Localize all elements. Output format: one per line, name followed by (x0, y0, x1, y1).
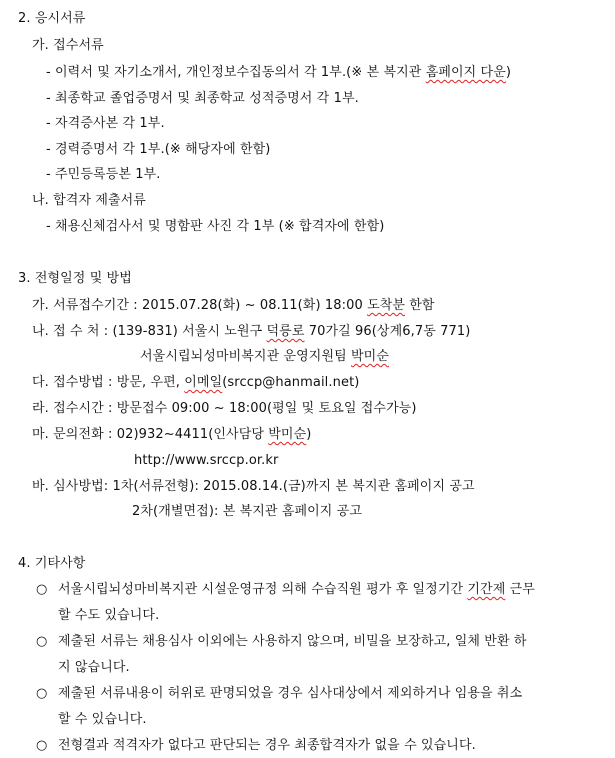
s2-item-1: - 이력서 및 자기소개서, 개인정보수집동의서 각 1부.(※ 본 복지관 홈페이지 다운) (46, 65, 512, 80)
s2-item-5: - 주민등록등본 1부. (46, 167, 161, 182)
s4-line-4: 지 않습니다. (58, 660, 130, 675)
s4-line-6: 할 수 있습니다. (58, 712, 147, 727)
s3-ga: 가. 서류접수기간 : 2015.07.28(화) ~ 08.11(화) 18:00 도착분 한함 (32, 298, 435, 313)
circle-bullet-icon: ○ (36, 686, 48, 701)
s3-ba-line-1: 바. 심사방법: 1차(서류전형): 2015.08.14.(금)까지 본 복지관 홈페이지 공고 (32, 479, 475, 494)
circle-bullet-icon: ○ (36, 582, 48, 597)
section-3-title: 3. 전형일정 및 방법 (18, 271, 132, 286)
s3-da: 다. 접수방법 : 방문, 우편, 이메일(srccp@hanmail.net) (32, 375, 360, 390)
s2-item-2: - 최종학교 졸업증명서 및 최종학교 성적증명서 각 1부. (46, 91, 359, 106)
circle-bullet-icon: ○ (36, 738, 48, 753)
s4-line-5: ○ 제출된 서류내용이 허위로 판명되었을 경우 심사대상에서 제외하거나 임용을 취소 (36, 686, 523, 701)
s3-na-line-2: 서울시립뇌성마비복지관 운영지원팀 박미순 (140, 349, 389, 364)
s4-line-1: ○ 서울시립뇌성마비복지관 시설운영규정 의해 수습직원 평가 후 일정기간 기간제 근무 (36, 582, 535, 597)
s4-line-7: ○ 전형결과 적격자가 없다고 판단되는 경우 최종합격자가 없을 수 있습니다. (36, 738, 476, 753)
s2-ga-label: 가. 접수서류 (32, 38, 104, 53)
circle-bullet-icon: ○ (36, 634, 48, 649)
s2-na-item: - 채용신체검사서 및 명함판 사진 각 1부 (※ 합격자에 한함) (46, 219, 385, 234)
s3-ra: 라. 접수시간 : 방문접수 09:00 ~ 18:00(평일 및 토요일 접수가능) (32, 401, 417, 416)
s3-website-link[interactable]: http://www.srccp.or.kr (134, 453, 279, 468)
s3-na-line-1: 나. 접 수 처 : (139-831) 서울시 노원구 덕릉로 70가길 96(상계6,7동 771) (32, 324, 471, 339)
s4-line-3: ○ 제출된 서류는 채용심사 이외에는 사용하지 않으며, 비밀을 보장하고, 일체 반환 하 (36, 634, 527, 649)
section-2-title: 2. 응시서류 (18, 11, 86, 26)
s4-line-2: 할 수도 있습니다. (58, 608, 160, 623)
s2-na-label: 나. 합격자 제출서류 (32, 193, 146, 208)
s2-item-4: - 경력증명서 각 1부.(※ 해당자에 한함) (46, 142, 271, 157)
s2-item-3: - 자격증사본 각 1부. (46, 116, 165, 131)
section-4-title: 4. 기타사항 (18, 556, 86, 571)
s3-ba-line-2: 2차(개별면접): 본 복지관 홈페이지 공고 (132, 504, 362, 519)
s3-ma-line-1: 마. 문의전화 : 02)932~4411(인사담당 박미순) (32, 427, 312, 442)
